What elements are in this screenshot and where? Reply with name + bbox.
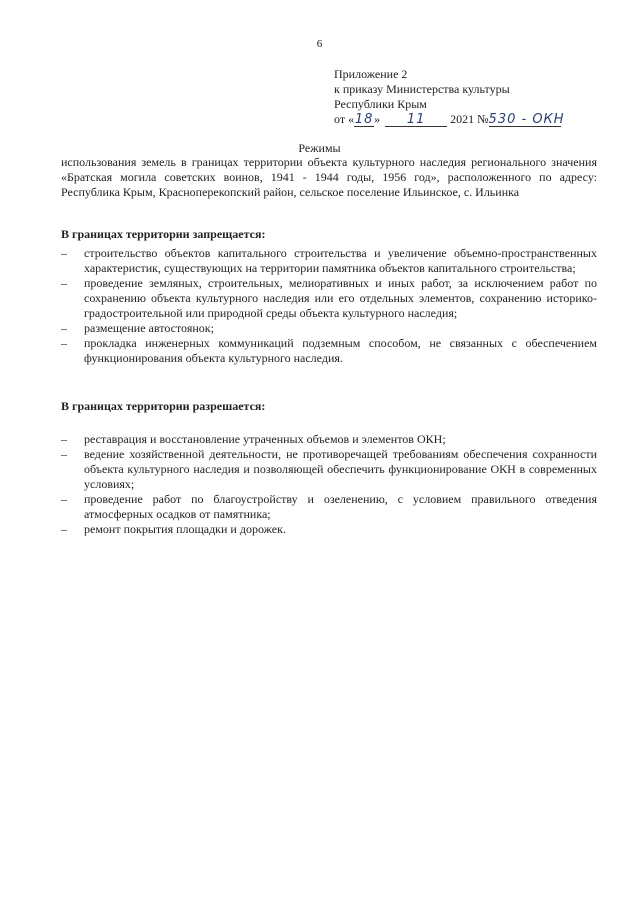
list-item-text: размещение автостоянок; bbox=[84, 321, 214, 335]
prohibited-list bbox=[61, 246, 597, 366]
prohibited-heading: В границах территории запрещается: bbox=[61, 227, 266, 241]
list-item-text: ремонт покрытия площадки и дорожек. bbox=[84, 522, 286, 536]
order-number-handwritten: 530 - ОКН bbox=[488, 112, 565, 127]
dash-marker: – bbox=[61, 336, 67, 350]
date-day-handwritten: 18 bbox=[354, 112, 374, 127]
list-item bbox=[61, 522, 597, 537]
order-date-line bbox=[334, 112, 565, 127]
order-number-field bbox=[488, 112, 565, 127]
date-year: 2021 № bbox=[450, 112, 489, 126]
intro-paragraph: использования земель в границах территории объекта культурного наследия регионального значения «Братская могила советских воинов, 1941 - 1944 годы, 1956 год», расположенного по адресу: Республика Крым, Красноперекопский район, сельское поселение Ильинское, с. Ильинка bbox=[61, 155, 597, 199]
list-item bbox=[61, 432, 597, 447]
list-item-text: проведение земляных, строительных, мелиоративных и иных работ, за исключением работ по сохранению объекта культурного наследия или его отдельных элементов, сохранению историко-градостроительной или природной среды объекта культурного наследия; bbox=[84, 276, 597, 320]
list-item bbox=[61, 336, 597, 366]
dash-marker: – bbox=[61, 321, 67, 335]
dash-marker: – bbox=[61, 522, 67, 536]
list-item bbox=[61, 276, 597, 321]
date-month-field bbox=[385, 113, 447, 127]
date-day-field bbox=[354, 113, 374, 127]
list-item bbox=[61, 321, 597, 336]
dash-marker: – bbox=[61, 492, 67, 506]
list-item-text: строительство объектов капитального строительства и увеличение объемно-пространственных характеристик, существующих на территории памятника объектов капитального строительства; bbox=[84, 246, 597, 275]
allowed-list bbox=[61, 432, 597, 537]
dash-marker: – bbox=[61, 276, 67, 290]
list-item-text: прокладка инженерных коммуникаций подземным способом, не связанных с обеспечением функционирования объекта культурного наследия. bbox=[84, 336, 597, 365]
appendix-line-3: Республики Крым bbox=[334, 97, 427, 111]
list-item bbox=[61, 246, 597, 276]
dash-marker: – bbox=[61, 432, 67, 446]
dash-marker: – bbox=[61, 246, 67, 260]
appendix-line-2: к приказу Министерства культуры bbox=[334, 82, 510, 96]
list-item bbox=[61, 492, 597, 522]
appendix-line-1: Приложение 2 bbox=[334, 67, 408, 81]
date-month-handwritten: 11 bbox=[406, 112, 426, 127]
list-item-text: реставрация и восстановление утраченных объемов и элементов ОКН; bbox=[84, 432, 446, 446]
allowed-heading: В границах территории разрешается: bbox=[61, 399, 266, 413]
list-item-text: проведение работ по благоустройству и озеленению, с условием правильного отведения атмосферных осадков от памятника; bbox=[84, 492, 597, 521]
list-item-text: ведение хозяйственной деятельности, не противоречащей требованиям обеспечения сохранности объекта культурного наследия и позволяющей обеспечить функционирование ОКН в современных условиях; bbox=[84, 447, 597, 491]
page-number: 6 bbox=[316, 38, 323, 50]
date-mid: » bbox=[374, 112, 381, 126]
document-title: Режимы bbox=[298, 141, 341, 155]
date-prefix: от « bbox=[334, 112, 355, 126]
dash-marker: – bbox=[61, 447, 67, 461]
appendix-block bbox=[334, 67, 565, 127]
list-item bbox=[61, 447, 597, 492]
